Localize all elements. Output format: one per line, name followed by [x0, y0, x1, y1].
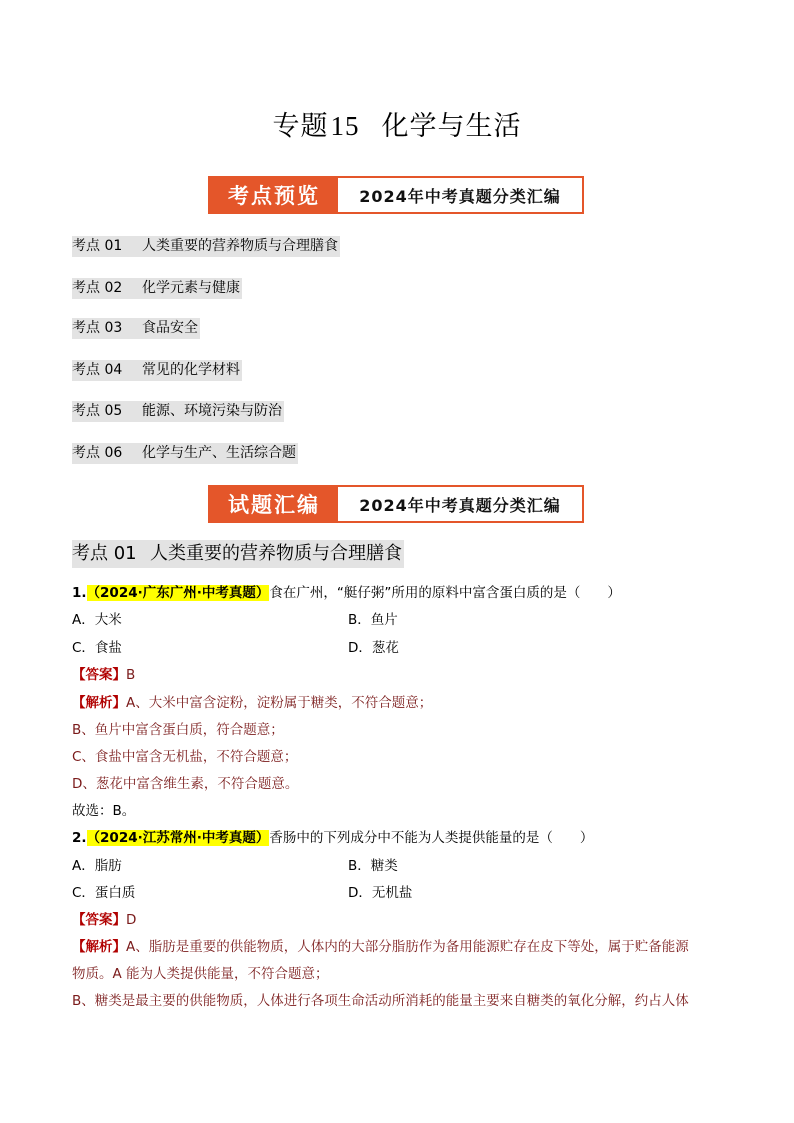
explanation-line: 物质。A 能为人类提供能量，不符合题意； — [72, 966, 329, 982]
answer: 【答案】D — [72, 912, 137, 928]
option: D．无机盐 — [348, 885, 413, 901]
answer: 【答案】B — [72, 667, 136, 683]
section-heading: 考点 01 人类重要的营养物质与合理膳食 — [72, 540, 404, 568]
banner-preview-label: 考点预览 — [210, 178, 338, 212]
toc-item: 考点 06 化学与生产、生活综合题 — [72, 443, 298, 464]
question-2-stem: 2.（2024·江苏常州·中考真题）香肠中的下列成分中不能为人类提供能量的是（ ） — [72, 830, 594, 846]
option: C．食盐 — [72, 640, 122, 656]
explanation-line: 【解析】A、脂肪是重要的供能物质，人体内的大部分脂肪作为备用能源贮存在皮下等处，属于贮备能源 — [72, 939, 689, 955]
option: C．蛋白质 — [72, 885, 136, 901]
question-source-tag: （2024·广东广州·中考真题） — [86, 585, 270, 601]
banner-questions-subtitle: 2024年中考真题分类汇编 — [359, 495, 561, 515]
toc-item: 考点 02 化学元素与健康 — [72, 278, 242, 299]
option: A．大米 — [72, 612, 122, 628]
banner-questions-label: 试题汇编 — [210, 487, 338, 521]
option: A．脂肪 — [72, 858, 122, 874]
explanation-line: C、食盐中富含无机盐，不符合题意； — [72, 749, 298, 765]
title-text: 化学与生活 — [381, 111, 522, 142]
option: B．鱼片 — [348, 612, 398, 628]
banner-questions — [208, 485, 584, 523]
explanation-line: B、糖类是最主要的供能物质，人体进行各项生命活动所消耗的能量主要来自糖类的氧化分解，约占人体 — [72, 993, 689, 1009]
banner-preview — [208, 176, 584, 214]
toc-item: 考点 04 常见的化学材料 — [72, 360, 242, 381]
banner-preview-subtitle: 2024年中考真题分类汇编 — [359, 186, 561, 206]
page-title — [0, 104, 794, 143]
explanation-conclusion: 故选：B。 — [72, 803, 136, 819]
option: B．糖类 — [348, 858, 398, 874]
title-prefix: 专题 — [272, 111, 329, 142]
toc-item: 考点 05 能源、环境污染与防治 — [72, 401, 284, 422]
question-1-stem: 1.（2024·广东广州·中考真题）食在广州，“艇仔粥”所用的原料中富含蛋白质的是（ ） — [72, 585, 621, 601]
question-source-tag: （2024·江苏常州·中考真题） — [86, 830, 270, 846]
explanation-line: B、鱼片中富含蛋白质，符合题意； — [72, 722, 284, 738]
toc-item: 考点 03 食品安全 — [72, 318, 200, 339]
explanation-line: 【解析】A、大米中富含淀粉，淀粉属于糖类，不符合题意； — [72, 695, 433, 711]
toc-item: 考点 01 人类重要的营养物质与合理膳食 — [72, 236, 340, 257]
title-number: 15 — [330, 111, 360, 141]
option: D．葱花 — [348, 640, 399, 656]
explanation-line: D、葱花中富含维生素，不符合题意。 — [72, 776, 299, 792]
